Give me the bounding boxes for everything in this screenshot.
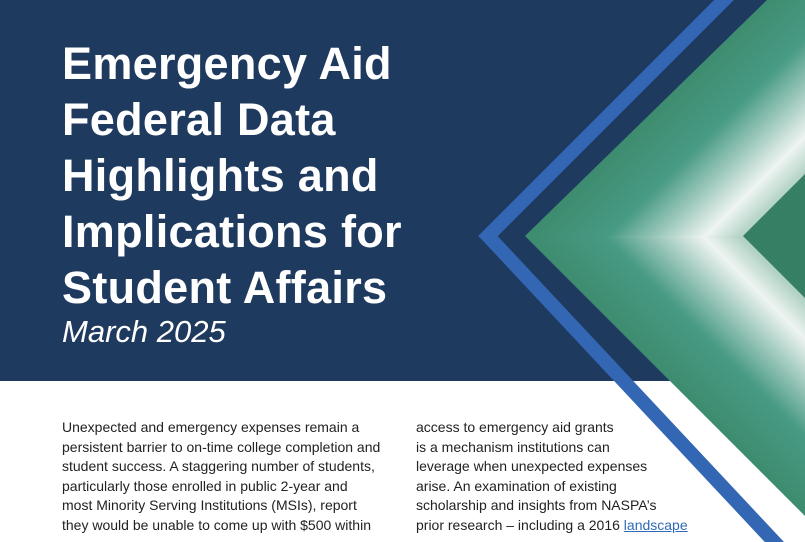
- text-line: particularly those enrolled in public 2-year and: [62, 477, 348, 494]
- body-column-2: [416, 418, 688, 536]
- text-line: Unexpected and emergency expenses remain a: [62, 419, 360, 435]
- green-chevron-upper: [525, 0, 805, 236]
- title-line: Emergency Aid: [62, 38, 392, 89]
- body-column-1: [62, 418, 380, 536]
- text-line: [416, 516, 688, 536]
- text-line: leverage when unexpected expenses: [416, 458, 648, 475]
- text-line: is a mechanism institutions can: [416, 438, 610, 455]
- text-line: they would be unable to come up with $500 within: [62, 516, 371, 533]
- text-line: student success. A staggering number of students,: [62, 458, 375, 475]
- text-line: access to emergency aid grants: [416, 419, 614, 435]
- title-line: Highlights and: [62, 150, 379, 201]
- title-line: Federal Data: [62, 94, 336, 145]
- title-line: Implications for: [62, 206, 402, 257]
- text-fragment: prior research – including a 2016: [416, 516, 620, 533]
- landscape-link[interactable]: landscape: [623, 516, 688, 533]
- publication-date: March 2025: [62, 314, 226, 349]
- document-title: [62, 36, 402, 316]
- text-line: most Minority Serving Institutions (MSIs), report: [62, 497, 357, 514]
- text-line: arise. An examination of existing: [416, 477, 617, 494]
- title-line: Student Affairs: [62, 262, 388, 313]
- text-line: persistent barrier to on-time college completion and: [62, 438, 381, 455]
- text-line: scholarship and insights from NASPA’s: [416, 497, 657, 514]
